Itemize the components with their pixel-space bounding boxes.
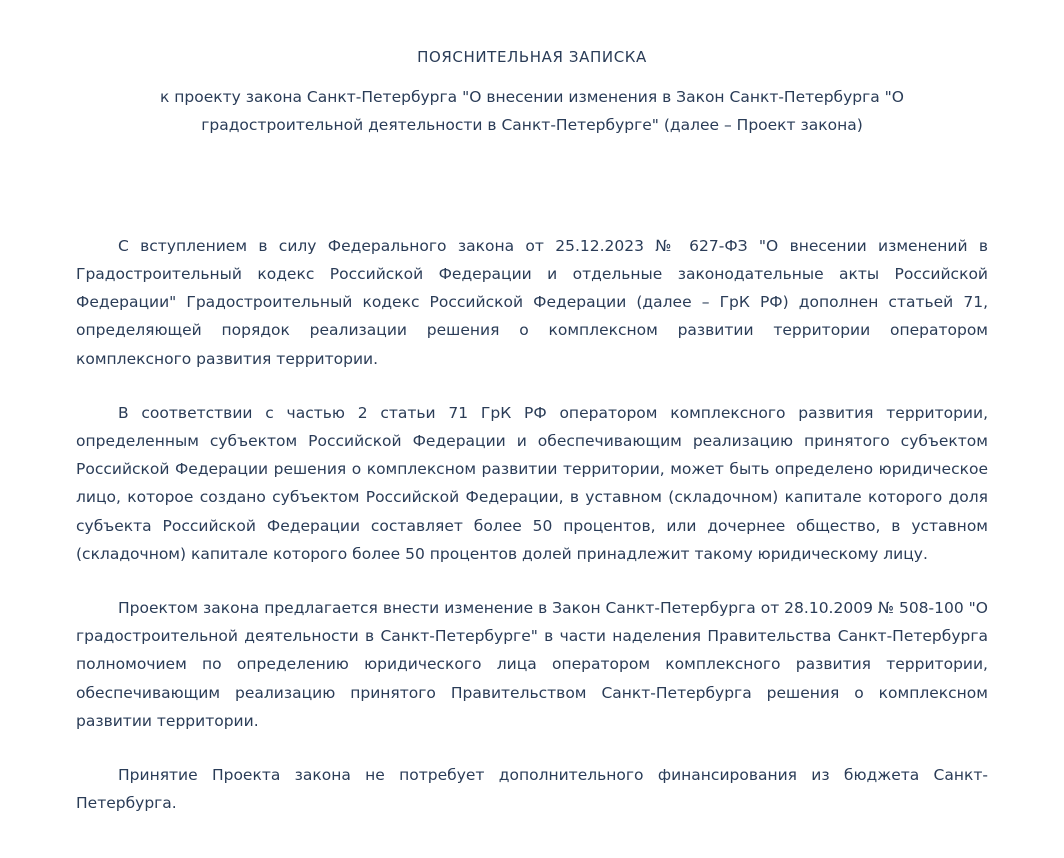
paragraph: С вступлением в силу Федерального закона от 25.12.2023 № 627-ФЗ "О внесении изменений в Градостроительный кодекс Российской Федерации и отдельные законодательные акты Российской Федерации" Градостроительный кодекс Российской Федерации (далее – ГрК РФ) дополнен статьей 71, определяющей порядок реализации решения о комплексном развитии территории оператором комплексного развития территории. [76, 236, 988, 368]
document-body [76, 232, 988, 818]
paragraph: Проектом закона предлагается внести изменение в Закон Санкт-Петербурга от 28.10.2009 № 508-100 "О градостроительной деятельности в Санкт-Петербурге" в части наделения Правительства Санкт-Петербурга полномочием по определению юридического лица оператором комплексного развития территории, обеспечивающим реализацию принятого Правительством Санкт-Петербурга решения о комплексном развитии территории. [76, 599, 988, 730]
paragraph: Принятие Проекта закона не потребует дополнительного финансирования из бюджета Санкт-Петербурга. [76, 766, 988, 813]
document-title: ПОЯСНИТЕЛЬНАЯ ЗАПИСКА [417, 48, 647, 66]
paragraph: В соответствии с частью 2 статьи 71 ГрК РФ оператором комплексного развития территории, определенным субъектом Российской Федерации и обеспечивающим реализацию принятого субъектом Российской Федерации решения о комплексном развитии территории, может быть определено юридическое лицо, которое создано субъектом Российской Федерации, в уставном (складочном) капитале которого доля субъекта Российской Федерации составляет более 50 процентов, или дочернее общество, в уставном (складочном) капитале которого более 50 процентов долей принадлежит такому юридическому лицу. [76, 403, 988, 563]
document-subtitle: к проекту закона Санкт-Петербурга "О внесении изменения в Закон Санкт-Петербурга "О градостроительной деятельности в Санкт-Петербурге" (далее – Проект закона) [160, 87, 904, 135]
